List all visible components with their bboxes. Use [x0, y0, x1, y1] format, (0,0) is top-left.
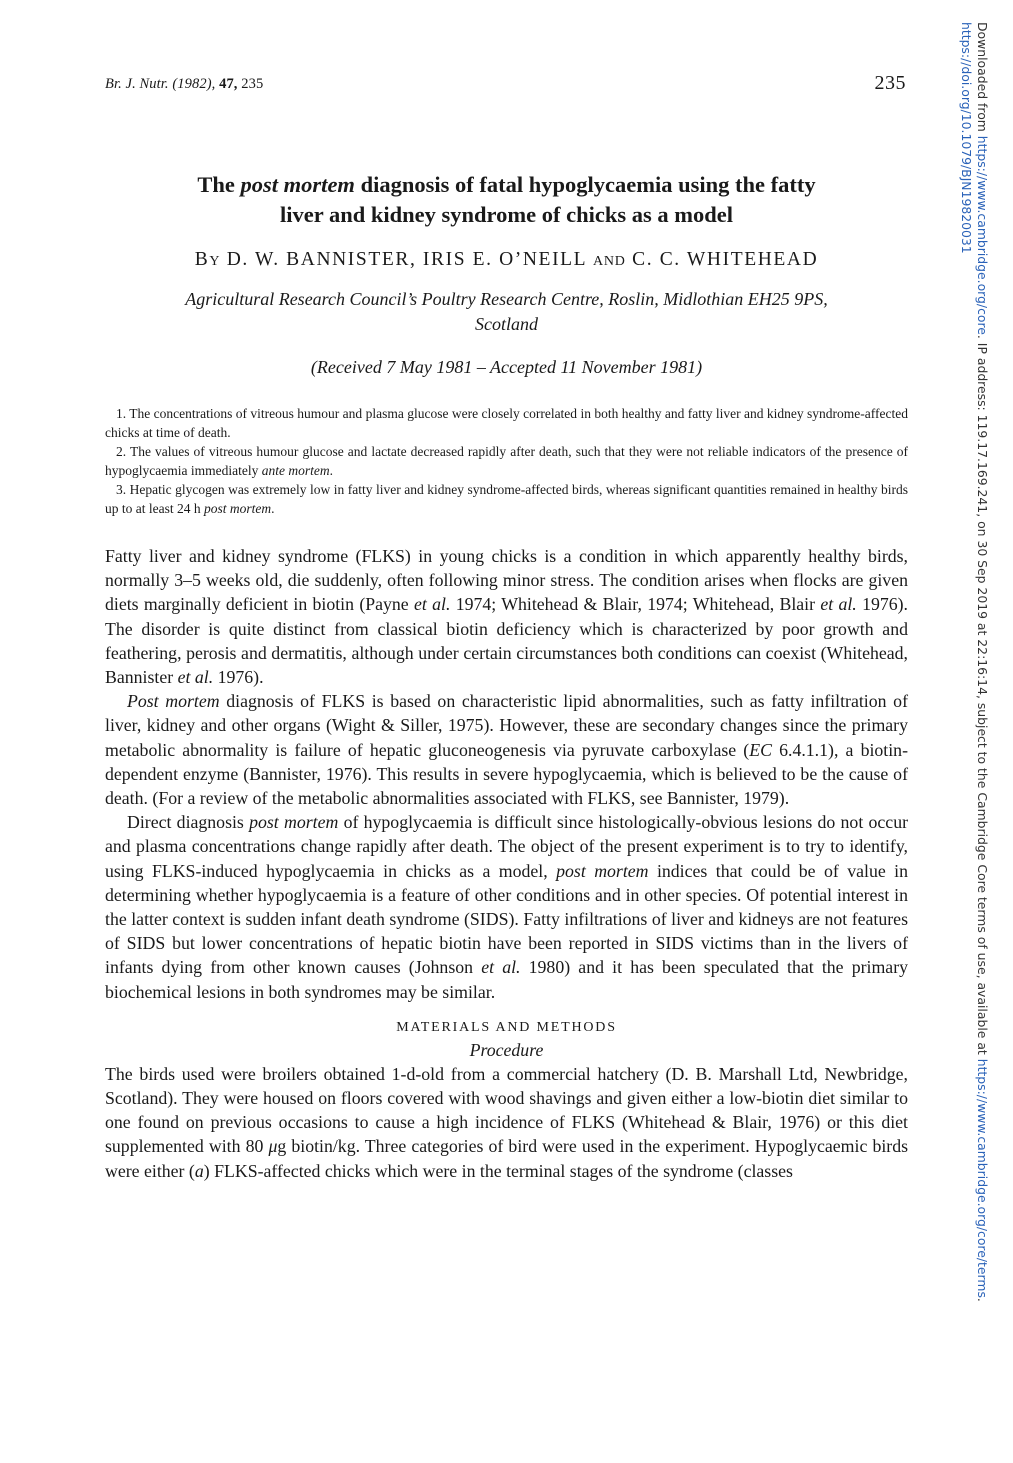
journal-year: (1982), [172, 76, 216, 92]
subsection-heading: Procedure [469, 1039, 544, 1060]
page-number: 235 [874, 72, 906, 94]
article-body [105, 544, 908, 1183]
journal-volume: 47, [219, 76, 238, 92]
download-notice-line1: Downloaded from https://www.cambridge.org/core. IP address: 119.17.169.241, on 30 Sep 2019 at 22:16:14, subject to the Cambridge Core terms of use, available at https://www.cambridge.org/core/terms. [975, 22, 990, 1302]
running-header [105, 76, 263, 93]
cambridge-terms-link[interactable]: https://www.cambridge.org/core/terms [975, 1058, 990, 1298]
received-dates: (Received 7 May 1981 – Accepted 11 November 1981) [310, 357, 703, 377]
body-paragraph: Fatty liver and kidney syndrome (FLKS) in young chicks is a condition in which apparently healthy birds, normally 3–5 weeks old, die suddenly, often following minor stress. The condition arises when flocks are given diets marginally deficient in biotin (Payne et al. 1974; Whitehead & Blair, 1974; Whitehead, Blair et al. 1976). The disorder is quite distinct from classical biotin deficiency which is characterized by poor growth and feathering, perosis and dermatitis, although under certain circumstances both conditions can coexist (Whitehead, Bannister et al. 1976). [105, 546, 908, 688]
cambridge-core-link[interactable]: https://www.cambridge.org/core [975, 135, 990, 335]
body-paragraph: The birds used were broilers obtained 1-d-old from a commercial hatchery (D. B. Marshall Ltd, Newbridge, Scotland). They were housed on floors covered with wood shavings and given either a low-biotin diet similar to one found on previous occasions to cause a high incidence of FLKS (Whitehead & Blair, 1976) or this diet supplemented with 80 μg biotin/kg. Three categories of bird were used in the experiment. Hypoglycaemic birds were either (a) FLKS-affected chicks which were in the terminal stages of the syndrome (classes [105, 1063, 909, 1181]
affiliation: Agricultural Research Council’s Poultry Research Centre, Roslin, Midlothian EH25 9PS, Scotland [185, 289, 828, 334]
article-title: The post mortem diagnosis of fatal hypoglycaemia using the fatty liver and kidney syndrome of chicks as a model [197, 172, 816, 227]
abstract-point: 3. Hepatic glycogen was extremely low in fatty liver and kidney syndrome-affected birds, whereas significant quantities remained in healthy birds up to at least 24 h post mortem. [105, 482, 908, 516]
body-paragraph: Post mortem diagnosis of FLKS is based on characteristic lipid abnormalities, such as fatty infiltration of liver, kidney and other organs (Wight & Siller, 1975). However, these are secondary changes since the primary metabolic abnormality is failure of hepatic gluconeogenesis via pyruvate carboxylase (EC 6.4.1.1), a biotin-dependent enzyme (Bannister, 1976). This results in severe hypoglycaemia, which is believed to be the cause of death. (For a review of the metabolic abnormalities associated with FLKS, see Bannister, 1979). [105, 691, 908, 809]
abstract-point: 2. The values of vitreous humour glucose and lactate decreased rapidly after death, such that they were not reliable indicators of the presence of hypoglycaemia immediately ante mortem. [105, 444, 908, 478]
journal-pages: 235 [241, 76, 264, 92]
download-notice [948, 22, 990, 1302]
abstract [105, 404, 908, 518]
journal-name: Br. J. Nutr. [105, 76, 169, 92]
doi-link[interactable]: https://doi.org/10.1079/BJN19820031 [959, 22, 974, 254]
abstract-point: 1. The concentrations of vitreous humour and plasma glucose were closely correlated in both healthy and fatty liver and kidney syndrome-affected chicks at time of death. [105, 406, 908, 440]
section-heading: MATERIALS AND METHODS [396, 1019, 617, 1035]
body-paragraph: Direct diagnosis post mortem of hypoglycaemia is difficult since histologically-obvious lesions do not occur and plasma concentrations change rapidly after death. The object of the present experiment is to try to identify, using FLKS-induced hypoglycaemia in chicks as a model, post mortem indices that could be of value in determining whether hypoglycaemia is a feature of other conditions and in other species. Of potential interest in the latter context is sudden infant death syndrome (SIDS). Fatty infiltrations of liver and kidneys are not features of SIDS but lower concentrations of hepatic biotin have been reported in SIDS victims than in the livers of infants dying from other known causes (Johnson et al. 1980) and it has been speculated that the primary biochemical lesions in both syndromes may be similar. [105, 812, 909, 1002]
author-list: BY D. W. BANNISTER, IRIS E. O’NEILL AND C. C. WHITEHEAD [194, 249, 819, 270]
